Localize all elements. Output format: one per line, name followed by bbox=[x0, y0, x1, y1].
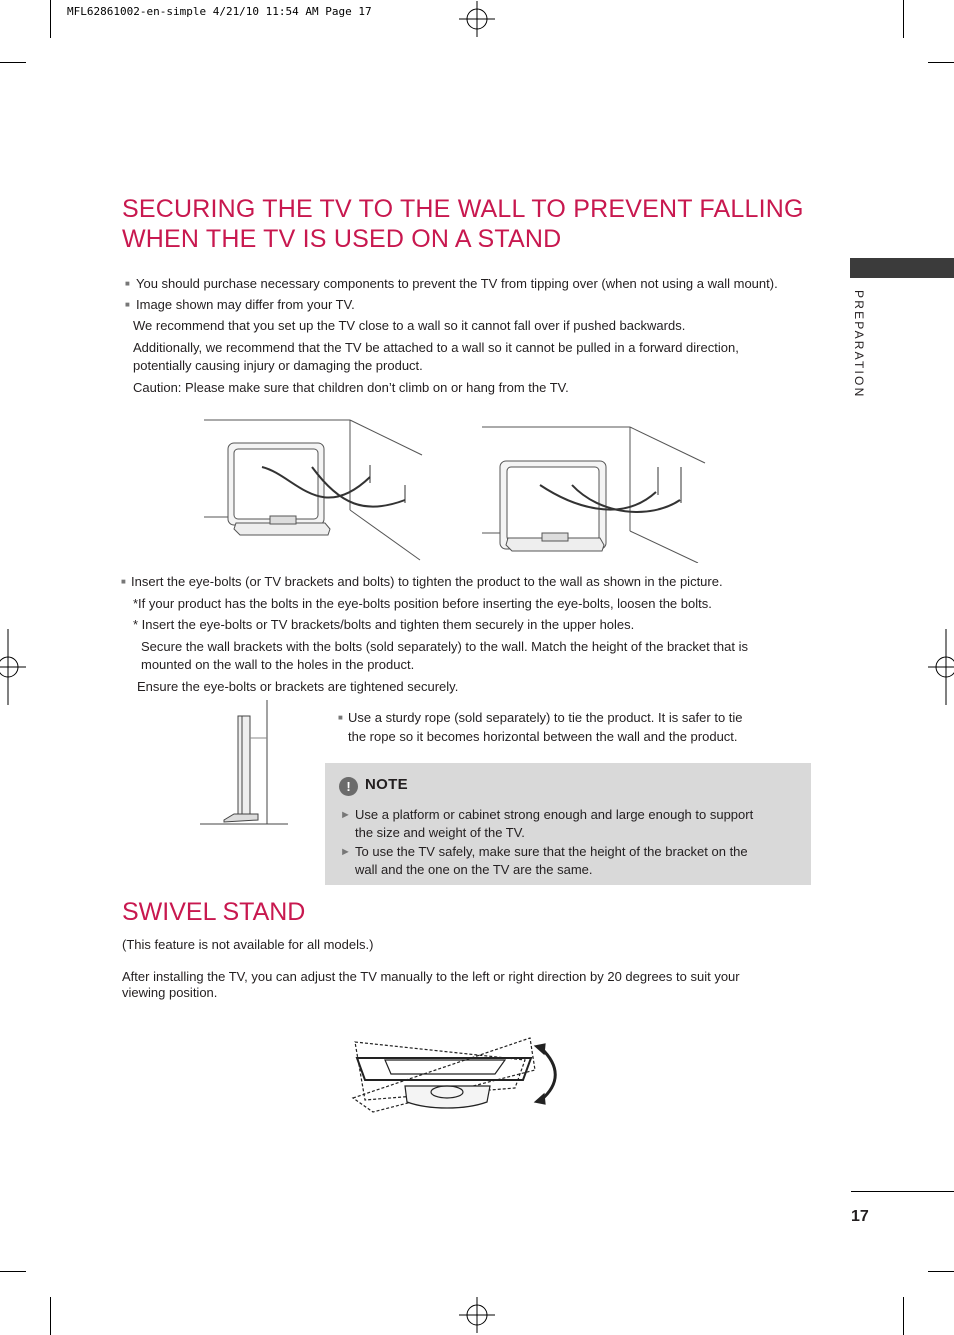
note-item-1a: Use a platform or cabinet strong enough and large enough to support bbox=[355, 807, 754, 822]
page-title-line-2: WHEN THE TV IS USED ON A STAND bbox=[122, 225, 562, 253]
swivel-illustration bbox=[345, 1030, 565, 1116]
swivel-availability: (This feature is not available for all models.) bbox=[122, 937, 374, 952]
swivel-desc-a: After installing the TV, you can adjust the TV manually to the left or right direction by 20 degrees to suit your bbox=[122, 969, 740, 984]
print-header: MFL62861002-en-simple 4/21/10 11:54 AM Page 17 bbox=[67, 5, 372, 18]
note-item-1b: the size and weight of the TV. bbox=[355, 825, 525, 840]
page-number-rule bbox=[851, 1191, 954, 1192]
steps-para-2: Ensure the eye-bolts or brackets are tightened securely. bbox=[137, 679, 459, 694]
swivel-desc-b: viewing position. bbox=[122, 985, 218, 1000]
rope-text-b: the rope so it becomes horizontal between the wall and the product. bbox=[348, 729, 738, 744]
rope-text-a: Use a sturdy rope (sold separately) to tie the product. It is safer to tie bbox=[348, 710, 743, 725]
note-item-2b: wall and the one on the TV are the same. bbox=[355, 862, 593, 877]
side-tab bbox=[850, 258, 954, 278]
side-view-illustration bbox=[196, 698, 292, 828]
arrow-right-icon: ► bbox=[340, 809, 351, 821]
intro-caution: Caution: Please make sure that children don’t climb on or hang from the TV. bbox=[133, 380, 569, 395]
note-title: NOTE bbox=[365, 776, 408, 793]
swivel-title: SWIVEL STAND bbox=[122, 898, 306, 926]
page-number: 17 bbox=[851, 1208, 869, 1225]
bullet-square-icon: ■ bbox=[338, 713, 343, 722]
arrow-right-icon: ► bbox=[340, 846, 351, 858]
steps-sub-1: *If your product has the bolts in the eye-bolts position before inserting the eye-bolts, loosen the bolts. bbox=[133, 596, 712, 611]
intro-para-2b: potentially causing injury or damaging the product. bbox=[133, 358, 423, 373]
bullet-square-icon: ■ bbox=[121, 577, 126, 586]
intro-bullet-1: You should purchase necessary components to prevent the TV from tipping over (when not using a wall mount). bbox=[136, 276, 778, 291]
bullet-square-icon: ■ bbox=[125, 300, 130, 309]
page-title bbox=[122, 194, 822, 254]
steps-bullet-1: Insert the eye-bolts (or TV brackets and bolts) to tighten the product to the wall as shown in the picture. bbox=[131, 574, 723, 589]
bullet-square-icon: ■ bbox=[125, 279, 130, 288]
intro-para-2a: Additionally, we recommend that the TV be attached to a wall so it cannot be pulled in a forward direction, bbox=[133, 340, 739, 355]
note-item-2a: To use the TV safely, make sure that the height of the bracket on the bbox=[355, 844, 748, 859]
intro-para-1: We recommend that you set up the TV close to a wall so it cannot fall over if pushed backwards. bbox=[133, 318, 686, 333]
steps-para-1a: Secure the wall brackets with the bolts (sold separately) to the wall. Match the height of the bracket that is bbox=[141, 639, 748, 654]
wall-tie-illustration bbox=[200, 415, 710, 563]
exclamation-icon: ! bbox=[339, 777, 358, 796]
steps-para-1b: mounted on the wall to the holes in the product. bbox=[141, 657, 415, 672]
side-label: PREPARATION bbox=[852, 290, 866, 399]
page-title-line-1: SECURING THE TV TO THE WALL TO PREVENT FALLING bbox=[122, 195, 804, 223]
intro-bullet-2: Image shown may differ from your TV. bbox=[136, 297, 355, 312]
steps-sub-2: * Insert the eye-bolts or TV brackets/bolts and tighten them securely in the upper holes. bbox=[133, 617, 635, 632]
